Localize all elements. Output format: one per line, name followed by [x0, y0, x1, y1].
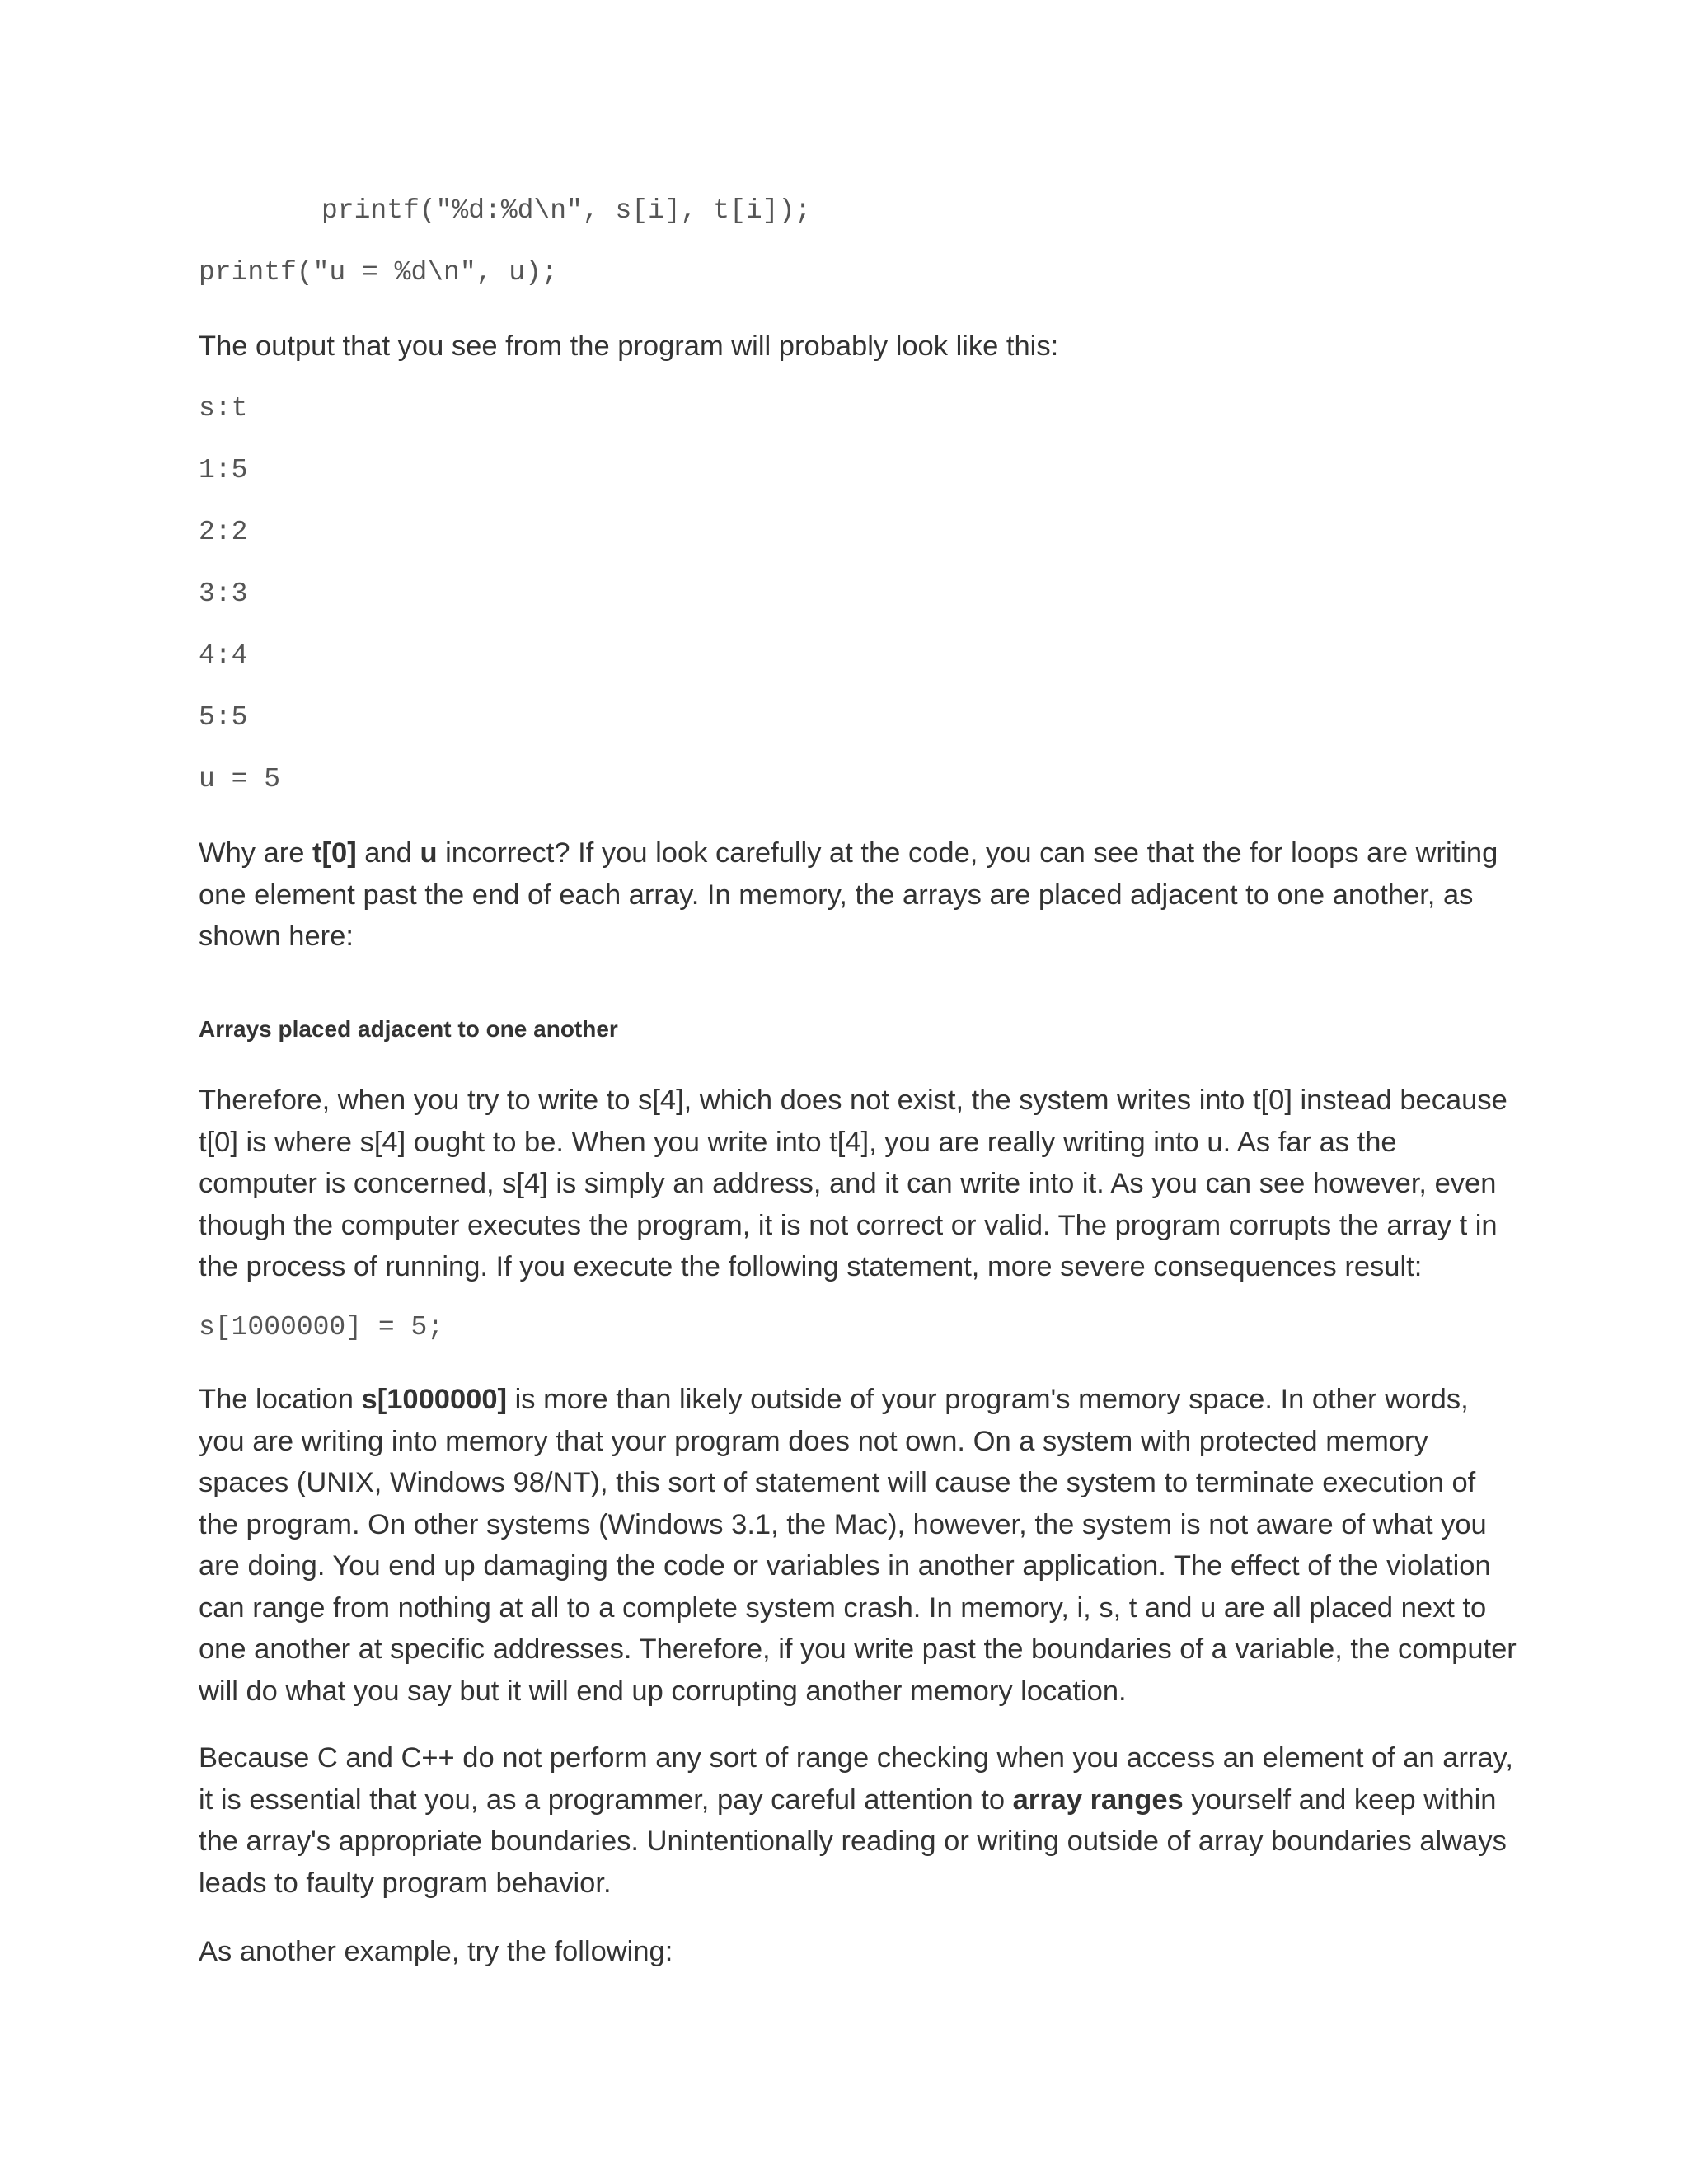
paragraph-another-example: As another example, try the following:	[199, 1936, 673, 1967]
figure-caption: Arrays placed adjacent to one another	[199, 1016, 618, 1042]
output-line-4: 4:4	[199, 640, 248, 671]
code-line-printf-st: printf("%d:%d\n", s[i], t[i]);	[321, 195, 812, 226]
output-line-3: 3:3	[199, 579, 248, 609]
output-line-2: 2:2	[199, 517, 248, 547]
code-line-printf-u: printf("u = %d\n", u);	[199, 257, 558, 288]
paragraph-why-incorrect: Why are t[0] and u incorrect? If you look carefully at the code, you can see that the for loops are writing one element past the end of each array. In memory, the arrays are placed adjacent to one another, as shown here:	[199, 837, 1498, 952]
intro-output-text: The output that you see from the program will probably look like this:	[199, 330, 1059, 362]
output-line-header: s:t	[199, 393, 248, 424]
paragraph-location: The location s[1000000] is more than likely outside of your program's memory space. In other words, you are writing into memory that your program does not own. On a system with protected memory spaces (UNIX, Windows 98/NT), this sort of statement will cause the system to terminate execution of the program. On other systems (Windows 3.1, the Mac), however, the system is not aware of what you are doing. You end up damaging the code or variables in another application. The effect of the violation can range from nothing at all to a complete system crash. In memory, i, s, t and u are all placed next to one another at specific addresses. Therefore, if you write past the boundaries of a variable, the computer will do what you say but it will end up corrupting another memory location.	[199, 1384, 1517, 1707]
output-line-1: 1:5	[199, 455, 248, 485]
paragraph-because: Because C and C++ do not perform any sort of range checking when you access an element of an array, it is essential that you, as a programmer, pay careful attention to array ranges yourself and keep within the array's appropriate boundaries. Unintentionally reading or writing outside of array boundaries always leads to faulty program behavior.	[199, 1742, 1513, 1899]
code-statement: s[1000000] = 5;	[199, 1312, 444, 1343]
output-line-5: 5:5	[199, 702, 248, 733]
paragraph-therefore: Therefore, when you try to write to s[4], which does not exist, the system writes into t[0] instead because t[0] is where s[4] ought to be. When you write into t[4], you are really writing into u. As far as the computer is concerned, s[4] is simply an address, and it can write into it. As you can see however, even though the computer executes the program, it is not correct or valid. The program corrupts the array t in the process of running. If you execute the following statement, more severe consequences result:	[199, 1085, 1507, 1282]
output-line-u: u = 5	[199, 764, 281, 794]
